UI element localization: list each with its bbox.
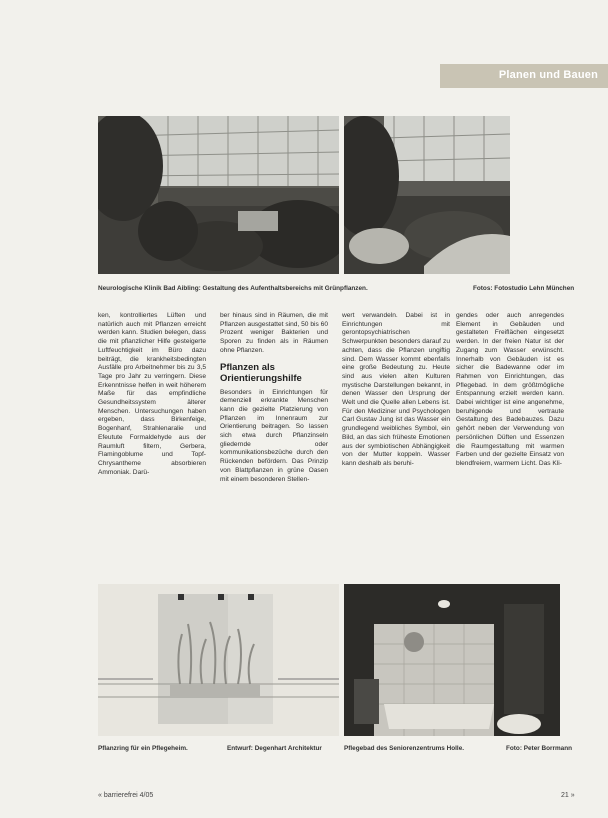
column-4-text: gendes oder auch anregendes Element in Gebäuden und gestalteten Freiflächen eingesetzt werden. In der freien Natur ist der Zugang zum Wasser erwünscht. Innerhalb von Gebäuden ist es sicher die Badewanne oder im Rahmen von Einrichtungen, das Pflegebad. In dem größtmögliche Entspannung erzielt werden kann. Dabei wichtiger ist eine angenehme, beruhigende und vertraute Gestaltung des Badebauzes. Dazu gehört neben der Verwendung von persönlichen Düften und Essenzen die Raumgestaltung mit warmen Farben und der gezielte Einsatz von blendfreiem, warmem Licht. Das Kli-	[456, 312, 564, 467]
subheading-orientation: Pflanzen als Orientierungshilfe	[220, 361, 302, 384]
column-2-intro: ber hinaus sind in Räumen, die mit Pflanzen ausgestattet sind, 50 bis 60 Prozent weniger Bakterien und Sporen zu finden als in Räumen ohne Pflanzen.	[220, 312, 328, 354]
text-column-4	[456, 312, 564, 572]
bottom-left-credit: Entwurf: Degenhart Architektur	[227, 745, 322, 752]
section-title: Planen und Bauen	[498, 69, 598, 81]
text-column-2	[220, 312, 328, 572]
footer-page-number: 21 »	[561, 792, 575, 799]
footer-magazine-issue: « barrierefrei 4/05	[98, 792, 154, 799]
top-photo-caption: Neurologische Klinik Bad Aibling: Gestaltung des Aufenthaltsbereichs mit Grünpflanzen.	[98, 285, 368, 292]
top-photo-credit: Fotos: Fotostudio Lehn München	[473, 285, 575, 292]
clinic-atrium-photo-1	[98, 116, 339, 274]
bottom-left-caption: Pflanzring für ein Pflegeheim.	[98, 745, 188, 752]
section-header-bar	[440, 64, 608, 88]
care-bathroom-photo	[344, 584, 560, 736]
column-2-body: Besonders in Einrichtungen für demenziell erkrankte Menschen kann die gezielte Platzierung von Pflanzen im Innenraum zur Orientierung beitragen. So lassen sich etwa durch Pflanzinseln gliedernde oder kommunikationsbezüche durch den Rückenden befördern. Das Prinzip von Blattpflanzen in grüne Oasen mit einem besonderen Stellen-	[220, 388, 328, 483]
plant-ring-illustration	[98, 584, 339, 736]
column-1-text: ken, kontrolliertes Lüften und natürlich auch mit Pflanzen erreicht werden kann. Studien belegen, dass die mit pflanzlicher Hilfe gesteigerte Luftfeuchtigkeit im Büro dazu beiträgt, die krankheitsbedingten Ausfälle pro Arbeitnehmer bis zu 3,5 Tage pro Jahr zu verringern. Diese Erkenntnisse helfen in weit höherem Maße für das empfindliche Gesundheitssystem älterer Menschen. Untersuchungen haben ergeben, dass Birkenfeige, Bogenhanf, Strahlenaralie und Efeutute Formaldehyde aus der Raumluft filtern, Gerbera, Flamingoblume und Topf-Chrysantheme absorbieren Ammoniak. Darü-	[98, 312, 206, 476]
column-3-text: wert verwandeln. Dabei ist in Einrichtungen mit gerontopsychiatrischen Schwerpunkten besonders darauf zu achten, dass die Pflanzen ungiftig sind. Dem Wasser kommt ebenfalls eine große Bedeutung zu. Heute sind aus vielen alten Kulturen mystische Darstellungen bekannt, in denen Wasser den Ursprung der Welt und die Quelle allen Lebens ist. Für den Mediziner und Psychologen Carl Gustav Jung ist das Wasser ein grundlegend weibliches Symbol, ein Bild, an das sich früheste Emotionen aus der symbiotischen Abhängigkeit von der Mutter koppeln. Wasser kann deshalb als beruhi-	[342, 312, 450, 467]
bottom-right-caption: Pflegebad des Seniorenzentrums Holle.	[344, 745, 465, 752]
text-column-1	[98, 312, 206, 572]
bottom-right-credit: Foto: Peter Borrmann	[506, 745, 573, 752]
text-column-3	[342, 312, 450, 572]
clinic-atrium-photo-2	[344, 116, 510, 274]
